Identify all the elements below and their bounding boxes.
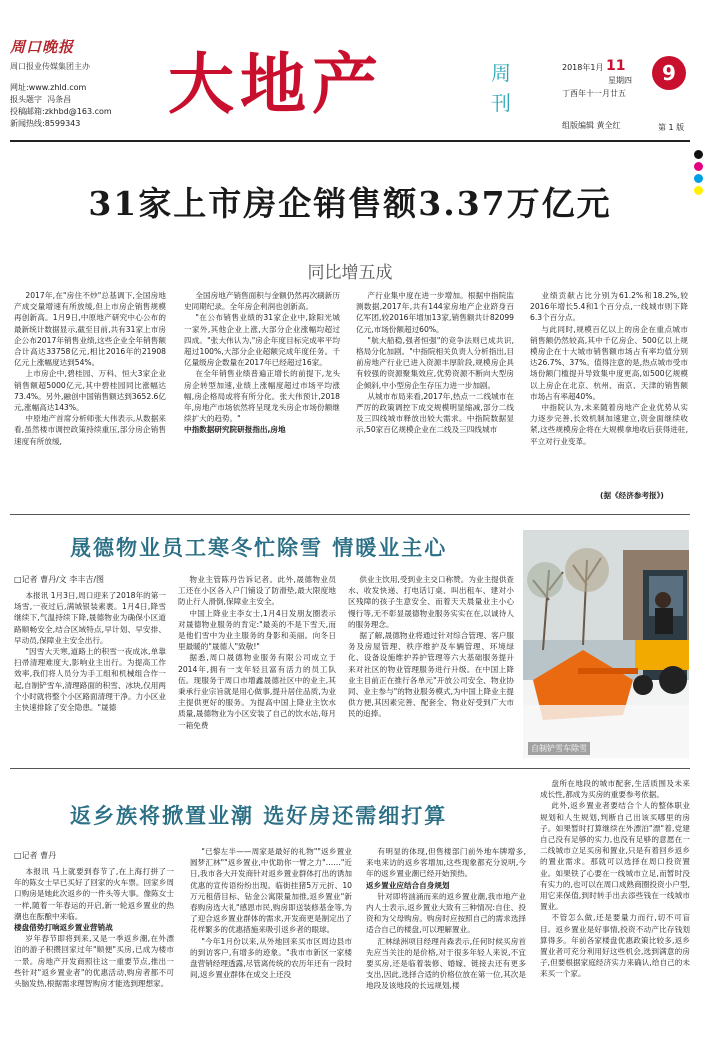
date-day: 11 [606,58,626,74]
photo-caption: 自制铲雪车除雪 [528,742,590,755]
snow-column-1 [14,590,166,760]
paragraph: 岁年春节即将到来,又是一季返乡潮,在外漂泊的游子积攒回家过年"顺便"买房,已成为楼市一景。房地产开发商照往这一重要节点,推出一些针对"返乡置业者"的优惠活动,购房者都不可头脑发热,根据需求理智购房才能选到理想家。 [14,934,174,989]
page-label: 第 1 版 [658,123,685,132]
home-column-1 [14,866,174,1046]
paragraph: "航大船稳,强者恒强"的竞争法则已成共识,格局分化加剧。"中指院相关负责人分析指出,目前房地产行业已进入资源丰厚阶段,规模房企具有较强的资源聚集效应,优势资源不断向大型房企倾斜,中小型房企生存压力进一步加剧。 [356,335,514,390]
paragraph: 物业主管陈丹告诉记者。此外,晟德物业员工还在小区各入户门铺设了防滑垫,最大限度地防止行人滑倒,保障业主安全。 [178,575,336,607]
section-divider-2 [10,768,690,769]
lead-column-4 [530,290,688,478]
paragraph: 在全年销售业绩普遍正增长的前提下,龙头房企转型加速,业绩上涨幅度超过市场平均涨幅,房企格局或将有所分化。张大伟预计,2018年,房地产市场依然将呈现龙头房企市场份额继续扩大的趋势。" [184,369,340,424]
weekly-label: 周刊 [491,61,511,115]
paragraph: 产行业集中度在进一步增加。根据中指院监测数据,2017年,共有144家房地产企业跻身百亿军团,较2016年增加13家,销售额共计82099亿元,市场份额超过60%。 [356,291,514,334]
page-number-badge: 9 [652,56,686,90]
lead-column-1 [14,290,166,504]
home-column-4 [540,778,690,1046]
masthead-divider [10,140,690,142]
registration-marks [694,150,704,195]
lead-subhead: 同比增五成 [307,263,393,283]
paragraph: 中指数据研究院研报指出,房地 [184,425,286,435]
paragraph: 楼盘借势打响返乡置业营销战 [14,923,113,933]
snow-byline: □记者 曹丹/文 李丰吉/图 [14,575,105,584]
snow-column-3 [348,574,514,760]
publisher-line: 周口报业传媒集团主办 [10,62,90,71]
hotline-line: 新闻热线:8599343 [10,119,81,128]
paragraph: 盘所在地段的城市配套,生活质围及未来成长性,都成为买房的重要参考依据。 [540,779,690,800]
paragraph: 据了解,晟德物业将通过针对综合管理、客户服务及房屋管理、秩序维护及车辆管理、环境绿化、设备设施维护养护管理等六大基础服务提升来对社区的物业管理服务进行升级。在中国上降业主目前正在推行各单元"开放公司安全、物业协同、业主参与"的物业服务模式,为中国上降业主提供方便,其因素完善、配套全、物业好受到广大市民的追捧。 [348,631,514,719]
paragraph: 有明显的体现,但售楼部门前外地车牌增多,来电来访的返乡客增加,这些现象都充分说明,今年的返乡置业潮已经开始预热。 [366,847,526,879]
paragraph: 本报讯 马上就要到春节了,在上海打拼了一年的陈女士早已买好了回家的火车票。回家乡周口购房是她此次返乡的一件头等大事。像陈女士一样,随着一年春运的开启,新一轮返乡置业的热潮也在酝酿中来临。 [14,867,174,921]
snow-column-2 [178,574,336,760]
snow-plow-illustration [523,530,689,758]
home-headline: 返乡族将掀置业潮 选好房还需细打算 [70,804,448,828]
paragraph: "因雪大天寒,道路上的积雪一夜成冰,单靠扫帚清理难度大,影响业主出行。为提高工作效率,我们将人员分为手工组和机械组合作一起,自制铲雪车,清理路面的积雪、冰块,仅用两个小时就将整个小区路面清理干净。力小区业主快速排除了安全隐患。"晟德 [14,647,166,713]
section-divider-1 [10,514,690,515]
paragraph: "在公布销售业绩的31家企业中,除阳光城一家外,其他企业上涨,大部分企业涨幅均超过四成。"张大伟认为,"房企年度目标完成率平均超过100%,大部分企业超额完成年度任务。千亿量级房企数量在2017年已经超过16家。 [184,313,340,368]
paragraph: 中国上降业主李女士,1月4日发朋友圈表示对晟德物业服务的肯定:"最美的不是下雪天,而是他们雪中为业主服务的身影和美丽。向冬日里最暖的"晟德人"致敬!" [178,608,336,652]
weekday: 星期四 [608,76,632,85]
paragraph: 供业主饮用,受到业主交口称赞。为业主提供查水、收发快递、打电话订桌、叫出租车、建对小区残障的孩子生意安全、而着天天晨量业主小心慢行等,无不彰显晟德物业服务实实在在,以诚待人的服务理念。 [348,575,514,629]
lead-column-3 [356,290,514,504]
paragraph: 返乡置业应结合自身规划 [366,880,450,890]
lead-column-2 [184,290,340,504]
paragraph: 业绩贡献占比分别为61.2%和18.2%,较2016年增长5.4和1个百分点,一线城市则下降6.3个百分点。 [530,291,688,323]
paragraph: 2017年,在"房住不炒"总基调下,全国房地产成交量增速有所放缓,但上市房企销售规模再创新高。1月9日,中原地产研究中心公布的最新统计数据显示,截至目前,共有31家上市房企公布2017年销售业绩,这些企业全年销售额合计高达33758亿元,相比2016年的21908亿元上涨幅度达到54%。 [14,291,166,368]
paragraph: 上市房企中,碧桂园、万科、恒大3家企业销售额超5000亿元,其中碧桂园同比涨幅达73.4%。另外,融创中国销售额达到3652.6亿元,涨幅高达143%。 [14,369,166,413]
masthead-left [10,36,160,130]
newspaper-logo: 周口晚报 [10,38,75,56]
paragraph: 从城市布局来看,2017年,热点一二线城市在严厉的政策调控下成交规模明显缩减,部分二线及三四线城市释放出较大需求。中指院数据显示,50家百亿规模企业在二线及三四线城市 [356,391,514,435]
email-line: 投稿邮箱:zkhbd@163.com [10,107,112,116]
home-byline: □记者 曹丹 [14,851,57,860]
paragraph: 中指院认为,未来随着房地产企业优势从实力逐步完善,长效机制加速建立,资金面继续收紧,这些规模房企将在大规模拿地收后获得进驻,平立对行业变革。 [530,403,688,446]
calligraphy-line: 报头题字 冯条昌 [10,95,72,104]
paragraph: 全国房地产销售面积与金额仍然再次刷新历史同期纪录。全年房企利润也创新高。 [184,291,340,312]
snow-headline: 晟德物业员工寒冬忙除雪 情暖业主心 [70,536,448,560]
paragraph: 针对即将汹涌而来的返乡置业潮,我市地产业内人士表示,返乡置业大致有三种情况:自住、投资和为父母购房。购房时应按照自己的需求选择适合自己的楼盘,可以理解置业。 [366,891,526,935]
website-line: 网址:www.zhld.com [10,83,87,92]
lunar-date: 丁酉年十一月廿五 [562,89,626,98]
editor-line: 组版编辑 黄全红 [562,121,621,130]
home-column-3 [366,846,526,1046]
date-box: 2018年1月 11 星期四 丁酉年十一月廿五 [562,58,632,98]
paragraph: 本报讯 1月3日,周口迎来了2018年的第一场雪,一夜过后,满城银装素裹。1月4日,降雪继续下,气温持续下降,晟德物业为确保小区道路顺畅安全,结合区域特点,早计划、早安排、早动员,保障业主安全出行。 [14,591,166,645]
home-column-2 [190,846,352,1046]
paragraph: 此外,返乡置业者要结合个人的整体职业规划和人生规划,判断自己出该买哪里的房子。如果暂时打算继续在外漂泊"漂"着,党建自己没有足够的实力,也没有足够的意愿在一二线城市立足买房和置业,只是有着回乡返乡的置业需求。那就可以选择在周口投资置业。如果铁了心要在一线城市立足,而暂时没有实力的,也可以在周口成熟商圈投资小户型,用它来保值,到时转手出去添些钱在一线城市置业。 [540,801,690,912]
paragraph: 汇林绿洲项目经理肖森表示,任何时候买房首先应当关注的是价格,对于很多年轻人来说,不宜要买房,还是临着装修、婚嫁、链接去还有更多支出,因此,选择合适的价格位放在第一位,其次是地段及该地段的长远规划,楼 [366,936,526,991]
paragraph: "已黎左半——周家是最好的礼物""返乡置业圆梦汇林""返乡置业,中优助你一臂之力"……"近日,我市各大开发商针对返乡置业群体打出的诱加优惠的宣传语纷纷出现。临街挂猪5万元折、10万元租借目标、钻金公寓限量加推,返乡置业"新春购房选大礼"感恩市民,购房即送装修基金等,为了迎合返乡置业群体的需求,开发商更是制定出了花样繁多的优惠措施来吸引返乡者的眼球。 [190,847,352,935]
paragraph: 不管怎么做,还是要量力而行,切不可盲目。返乡置业是好事情,投资不动产比存钱划算得多。年前各家楼盘优惠政策比较多,返乡置业者可充分利用好这些机会,选到满意的房子,但要根据家庭经济实力来确认,给自己的未来买一个家。 [540,913,690,979]
lead-source: (据《经济参考报》) [600,491,664,500]
snow-plow-photo [523,530,689,758]
lead-headline: 31家上市房企销售额3.37万亿元 [88,184,612,223]
paragraph: "今年1月份以来,从外地回来买市区周边县市的到访客户,有增多的迹象。"我市市新区一家楼盘营销经理透露,尽管离传统的农历年还有一段时间,返乡置业群体在成交上还没 [190,936,352,980]
section-title: 大地产 [168,45,384,123]
paragraph: 中原地产首席分析师张大伟表示,从数据来看,虽然楼市调控政策持续重压,部分房企销售速度有所放缓, [14,414,166,446]
paragraph: 与此同时,规模百亿以上的房企在重点城市销售额仍然较高,其中千亿房企、500亿以上规模房企在十大城市销售额市场占有率均值分别达26.7%、37%。值得注意的是,热点城市受市场份额门槛提升导致集中度更高,如500亿规模以上房企在北京、杭州、南京、天津的销售额市场占有率超40%。 [530,324,688,401]
paragraph: 据悉,周口晟德物业服务有限公司成立于2014年,拥有一支年轻且富有活力的员工队伍。现服务于周口市增鑫晟德社区中的业主,其秉承行业宗旨就是用心做事,提升居住品质,为业主提供更好的服务。为提高中国上降业主饮水质量,晟德物业为小区安装了自己的饮水站,每月一箱免费 [178,653,336,730]
